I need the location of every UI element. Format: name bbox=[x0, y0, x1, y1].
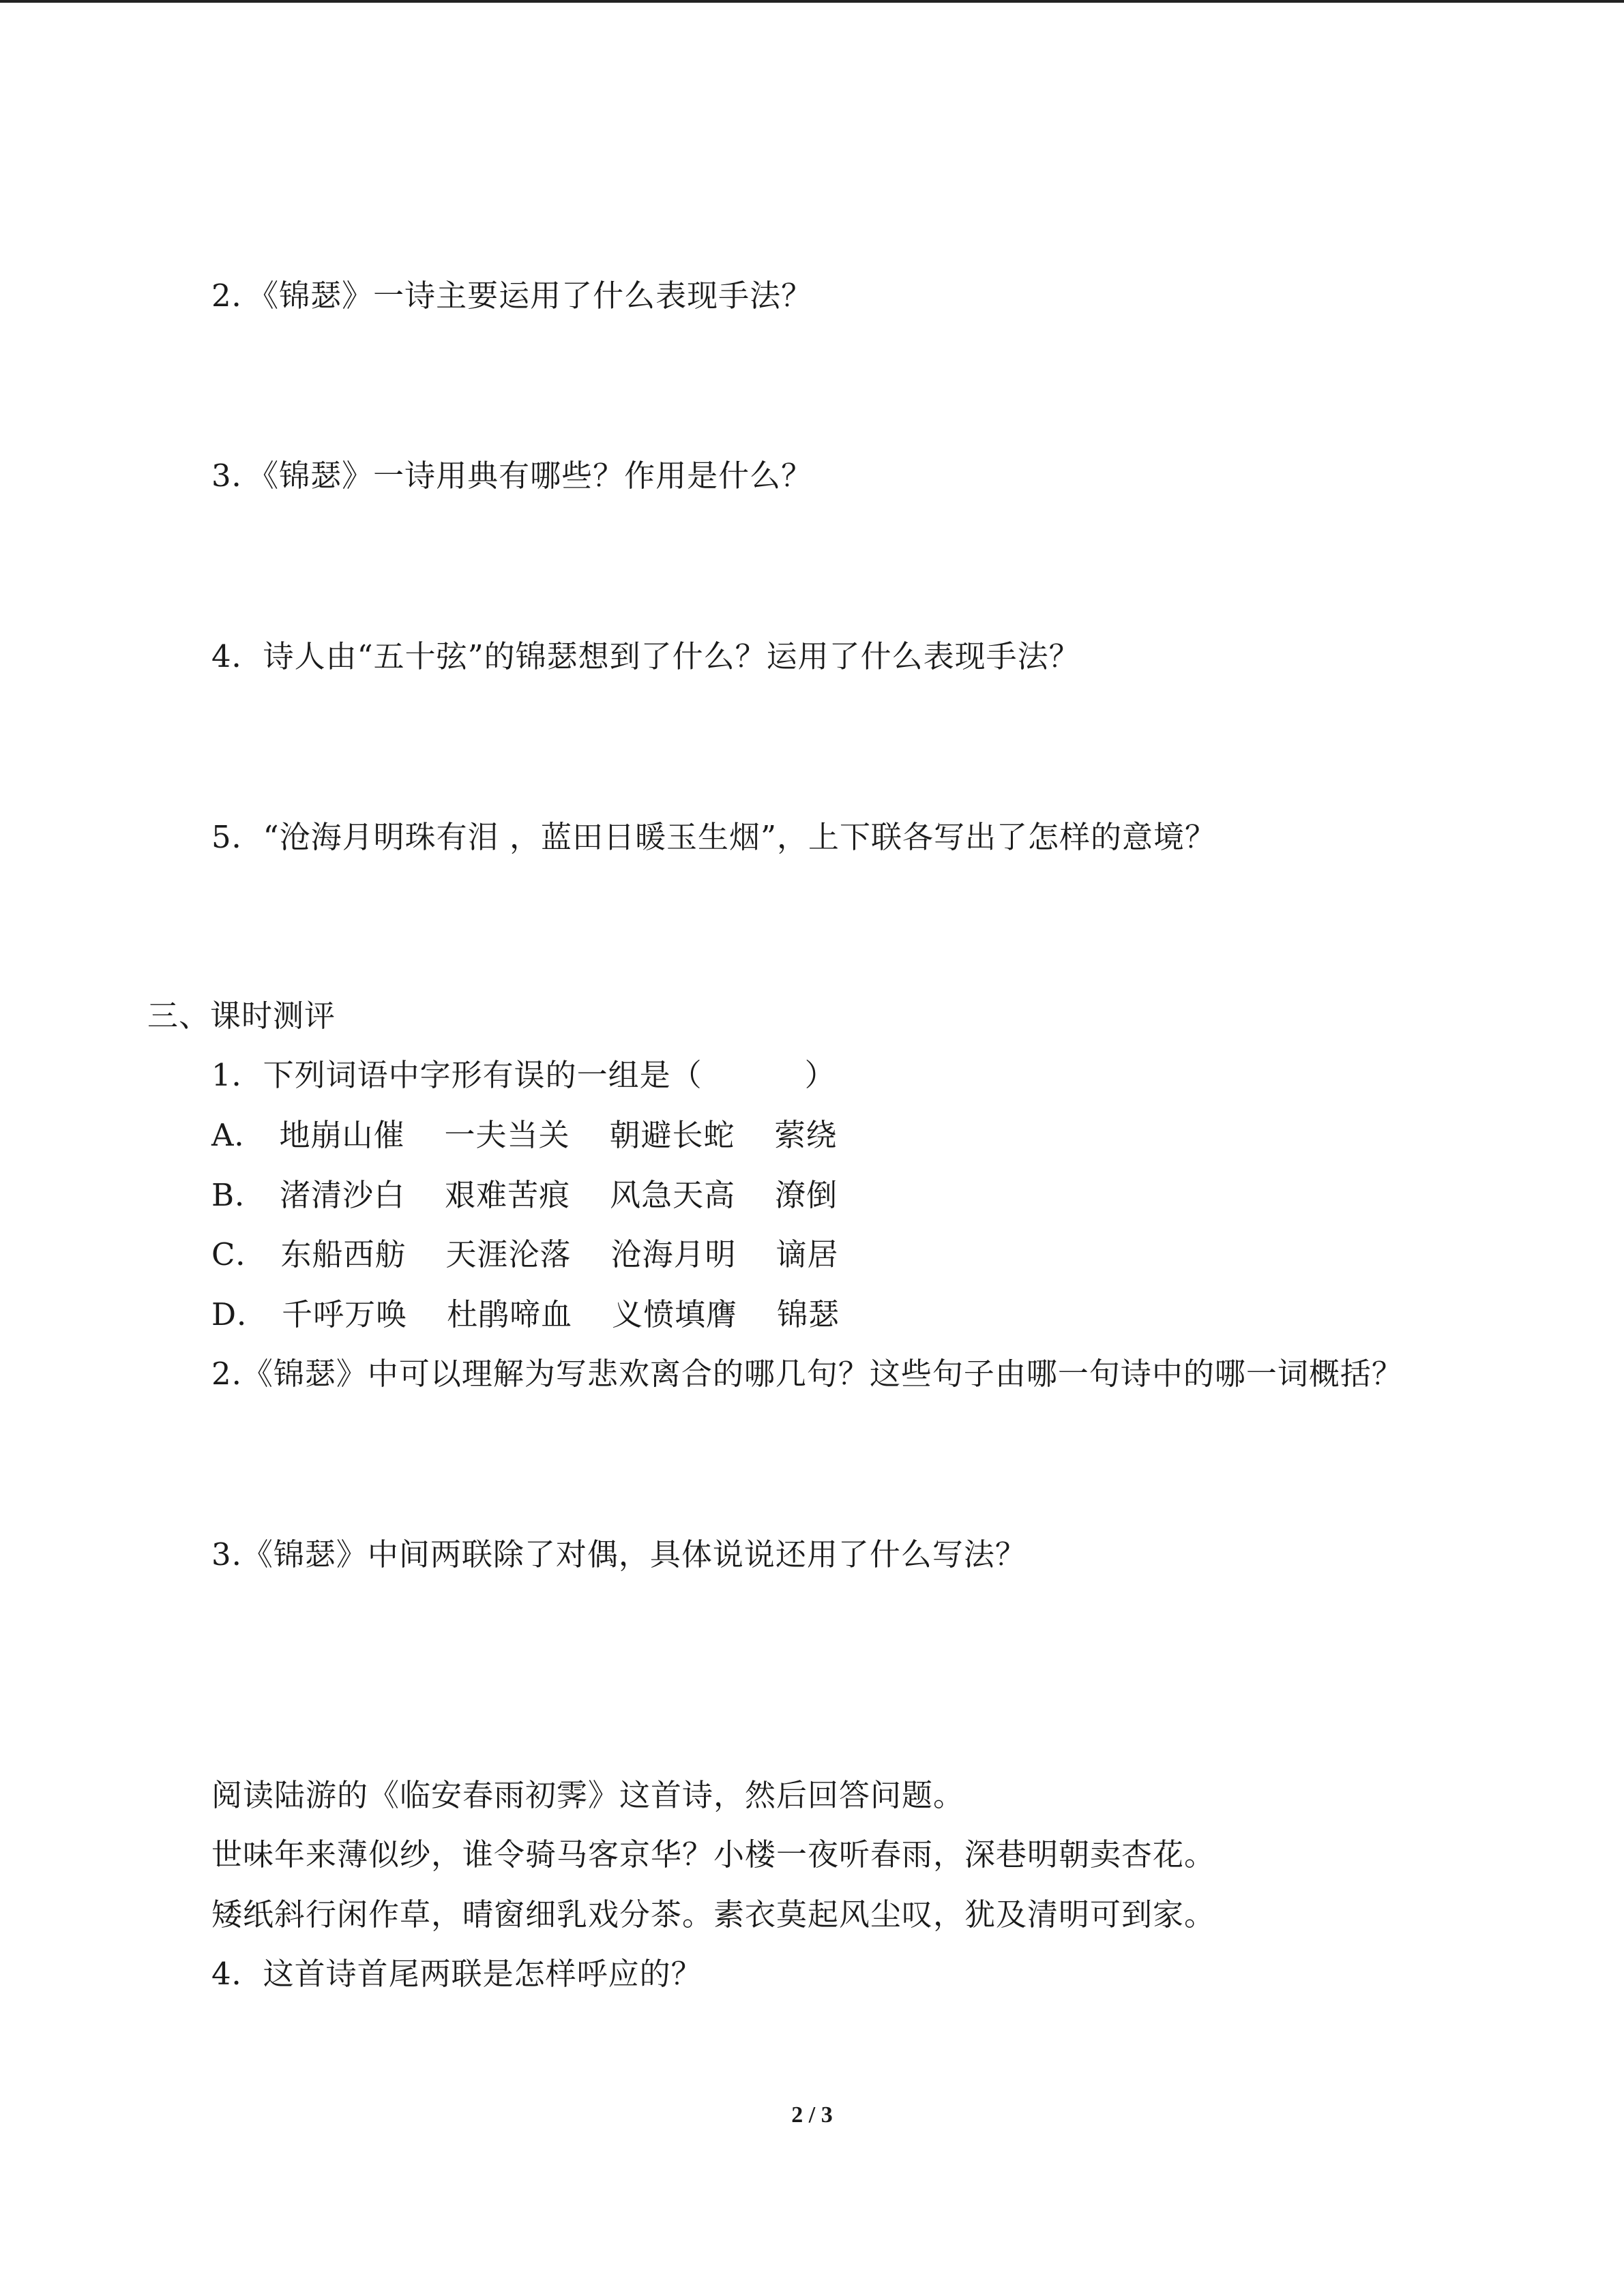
option-word: 风急天高 bbox=[610, 1177, 736, 1213]
option-word: 沧海月明 bbox=[610, 1236, 737, 1272]
quiz-q1-stem-text: 1．下列词语中字形有误的一组是（ bbox=[211, 1057, 703, 1093]
option-word: 萦绕 bbox=[774, 1117, 838, 1153]
option-word: 艰难苦痕 bbox=[445, 1177, 571, 1213]
poem-line-1: 世味年来薄似纱，谁令骑马客京华？小楼一夜听春雨，深巷明朝卖杏花。 bbox=[211, 1836, 1216, 1873]
option-b bbox=[211, 1175, 838, 1216]
option-d bbox=[211, 1294, 840, 1335]
quiz-q1-stem bbox=[211, 1055, 836, 1096]
option-letter: B． bbox=[211, 1177, 267, 1213]
option-word: 杜鹃啼血 bbox=[447, 1296, 573, 1332]
reading-intro: 阅读陆游的《临安春雨初霁》这首诗，然后回答问题。 bbox=[211, 1777, 965, 1813]
question-5-line: 5．“沧海月明珠有泪 ，蓝田日暖玉生烟”，上下联各写出了怎样的意境？ bbox=[211, 819, 1216, 855]
option-word: 义愤填膺 bbox=[612, 1296, 738, 1332]
option-word: 一夫当关 bbox=[444, 1117, 570, 1153]
option-a bbox=[211, 1115, 838, 1156]
quiz-q1-close-paren: ） bbox=[804, 1057, 836, 1093]
option-letter: C． bbox=[211, 1236, 267, 1272]
quiz-q4: 4．这首诗首尾两联是怎样呼应的？ bbox=[211, 1956, 703, 1992]
top-border-line bbox=[0, 0, 1624, 3]
option-letter: A． bbox=[211, 1117, 266, 1153]
option-word: 锦瑟 bbox=[777, 1296, 840, 1332]
option-c bbox=[211, 1234, 839, 1275]
option-word: 天涯沦落 bbox=[445, 1236, 572, 1272]
option-word: 千呼万唤 bbox=[282, 1296, 408, 1332]
poem-line-2: 矮纸斜行闲作草，晴窗细乳戏分茶。素衣莫起风尘叹，犹及清明可到家。 bbox=[211, 1896, 1216, 1933]
option-word: 地崩山催 bbox=[279, 1117, 405, 1153]
option-word: 渚清沙白 bbox=[280, 1177, 406, 1213]
quiz-q3: 3.《锦瑟》中间两联除了对偶，具体说说还用了什么写法？ bbox=[211, 1536, 1027, 1572]
option-word: 潦倒 bbox=[775, 1177, 838, 1213]
question-2-line: 2．《锦瑟》一诗主要运用了什么表现手法？ bbox=[211, 278, 813, 314]
option-word: 朝避长蛇 bbox=[609, 1117, 735, 1153]
question-3-line: 3．《锦瑟》一诗用典有哪些？作用是什么？ bbox=[211, 458, 813, 494]
question-4-line: 4．诗人由“五十弦”的锦瑟想到了什么？运用了什么表现手法？ bbox=[211, 638, 1080, 674]
option-word: 东船西舫 bbox=[280, 1236, 407, 1272]
page-number: 2 / 3 bbox=[791, 2102, 833, 2128]
quiz-q2: 2.《锦瑟》中可以理解为写悲欢离合的哪几句？这些句子由哪一句诗中的哪一词概括？ bbox=[211, 1356, 1403, 1392]
option-word: 谪居 bbox=[776, 1236, 839, 1272]
section-heading: 三、课时测评 bbox=[147, 998, 336, 1034]
option-letter: D． bbox=[211, 1296, 269, 1332]
